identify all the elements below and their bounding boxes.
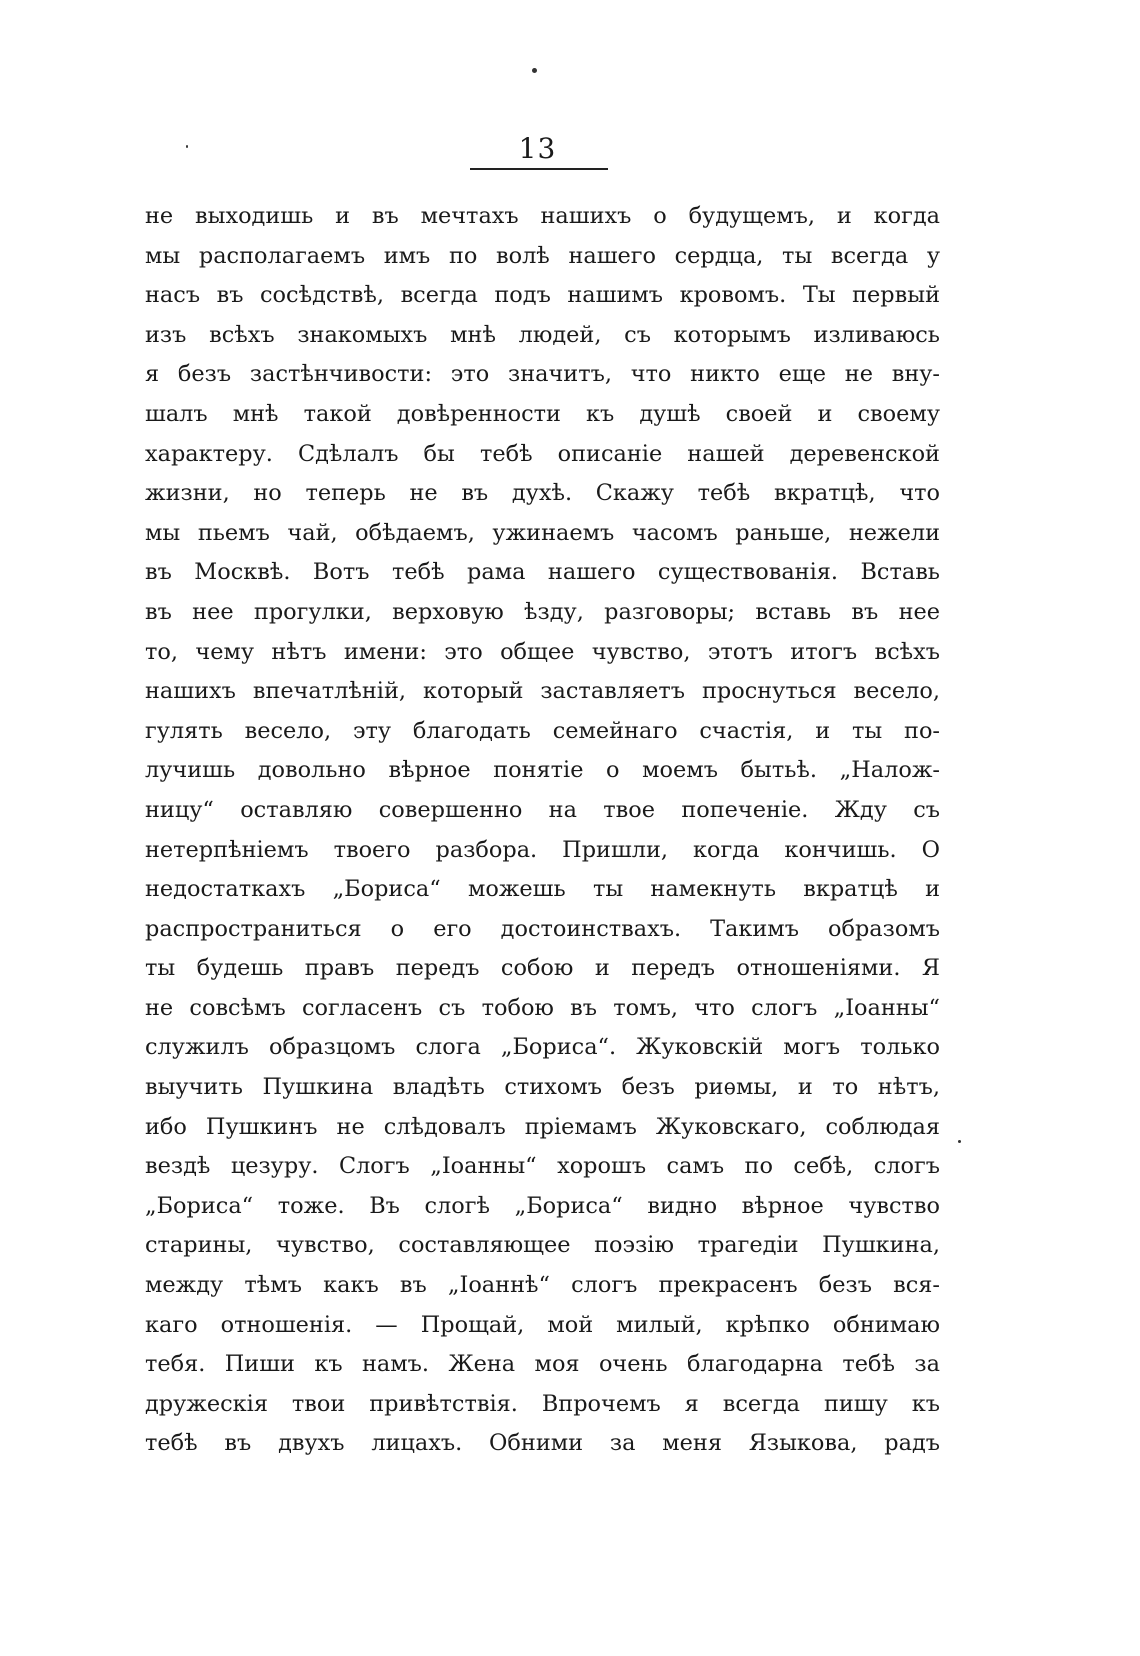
text-line: вездѣ цезуру. Слогъ „Іоанны“ хорошъ самъ по себѣ, слогъ bbox=[145, 1153, 940, 1180]
text-line: шалъ мнѣ такой довѣренности къ душѣ своей и своему bbox=[145, 400, 940, 427]
text-line: между тѣмъ какъ въ „Іоаннѣ“ слогъ прекрасенъ безъ вся- bbox=[145, 1272, 940, 1299]
text-line: насъ въ сосѣдствѣ, всегда подъ нашимъ кровомъ. Ты первый bbox=[145, 282, 940, 309]
text-line: каго отношенія. — Прощай, мой милый, крѣпко обнимаю bbox=[145, 1311, 940, 1338]
text-line: старины, чувство, составляющее поэзію трагедіи Пушкина, bbox=[145, 1232, 940, 1259]
text-line: въ нее прогулки, верховую ѣзду, разговоры; вставь въ нее bbox=[145, 598, 940, 625]
header-rule bbox=[470, 168, 608, 170]
text-line: тебя. Пиши къ намъ. Жена моя очень благодарна тебѣ за bbox=[145, 1351, 940, 1378]
text-line: не выходишь и въ мечтахъ нашихъ о будущемъ, и когда bbox=[145, 203, 940, 229]
page-number: 13 bbox=[518, 132, 557, 165]
text-line: мы пьемъ чай, обѣдаемъ, ужинаемъ часомъ раньше, нежели bbox=[145, 519, 940, 546]
text-line: лучишь довольно вѣрное понятіе о моемъ бытьѣ. „Налож- bbox=[145, 757, 940, 784]
print-speck bbox=[186, 145, 188, 148]
text-line: то, чему нѣтъ имени: это общее чувство, этотъ итогъ всѣхъ bbox=[145, 638, 940, 665]
text-line: тебѣ въ двухъ лицахъ. Обними за меня Языкова, радъ bbox=[145, 1430, 940, 1457]
print-speck bbox=[532, 68, 537, 73]
text-line: я безъ застѣнчивости: это значитъ, что никто еще не вну- bbox=[145, 361, 940, 388]
text-line: характеру. Сдѣлалъ бы тебѣ описаніе нашей деревенской bbox=[145, 440, 940, 467]
text-line: нетерпѣніемъ твоего разбора. Пришли, когда кончишь. О bbox=[145, 836, 940, 863]
text-line: служилъ образцомъ слога „Бориса“. Жуковскій могъ только bbox=[145, 1034, 940, 1061]
text-line: ницу“ оставляю совершенно на твое попеченіе. Жду съ bbox=[145, 796, 940, 823]
print-speck bbox=[958, 1140, 961, 1143]
text-line: мы располагаемъ имъ по волѣ нашего сердца, ты всегда у bbox=[145, 242, 940, 269]
text-line: выучить Пушкина владѣть стихомъ безъ риѳмы, и то нѣтъ, bbox=[145, 1074, 940, 1101]
text-line: дружескія твои привѣтствія. Впрочемъ я всегда пишу къ bbox=[145, 1390, 940, 1417]
text-line: ибо Пушкинъ не слѣдовалъ пріемамъ Жуковскаго, соблюдая bbox=[145, 1113, 940, 1140]
text-line: не совсѣмъ согласенъ съ тобою въ томъ, что слогъ „Іоанны“ bbox=[145, 994, 940, 1021]
text-line: распространиться о его достоинствахъ. Такимъ образомъ bbox=[145, 915, 940, 942]
text-line: жизни, но теперь не въ духѣ. Скажу тебѣ вкратцѣ, что bbox=[145, 480, 940, 507]
text-line: „Бориса“ тоже. Въ слогѣ „Бориса“ видно вѣрное чувство bbox=[145, 1192, 940, 1219]
text-line: въ Москвѣ. Вотъ тебѣ рама нашего существованія. Вставь bbox=[145, 559, 940, 586]
text-line: изъ всѣхъ знакомыхъ мнѣ людей, съ которымъ изливаюсь bbox=[145, 321, 940, 348]
text-line: нашихъ впечатлѣній, который заставляетъ проснуться весело, bbox=[145, 678, 940, 705]
text-line: недостаткахъ „Бориса“ можешь ты намекнуть вкратцѣ и bbox=[145, 876, 940, 903]
text-line: гулять весело, эту благодать семейнаго счастія, и ты по- bbox=[145, 717, 940, 744]
body-text bbox=[145, 197, 940, 1464]
text-line: ты будешь правъ передъ собою и передъ отношеніями. Я bbox=[145, 955, 940, 982]
